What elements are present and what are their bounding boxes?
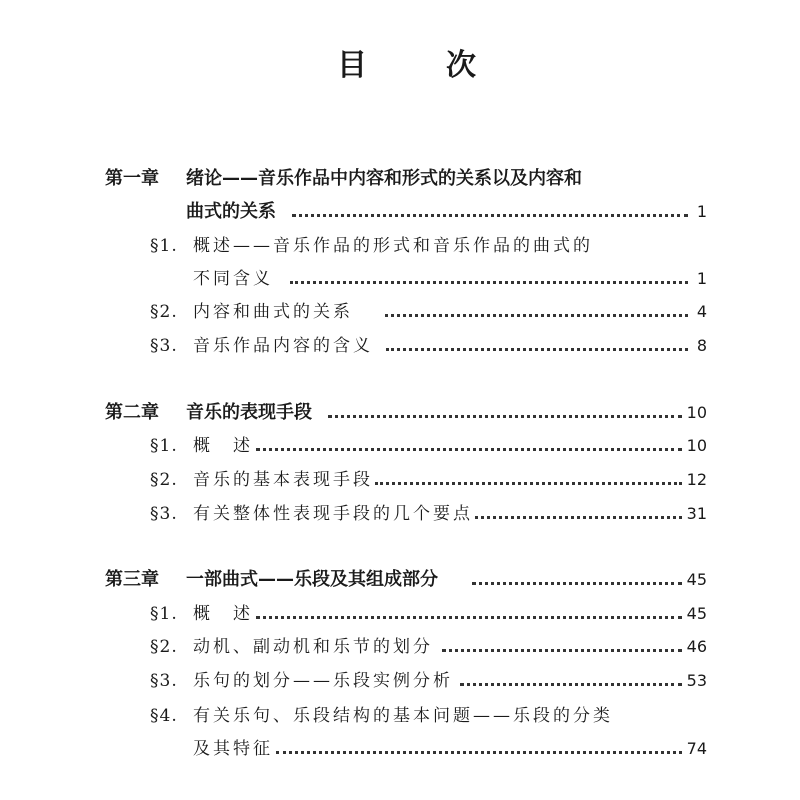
dot-leader: [328, 415, 682, 418]
toc-section-2-2[interactable]: [0, 467, 800, 493]
section-number: §2.: [150, 302, 178, 322]
chapter-title: 音乐的表现手段: [186, 402, 312, 423]
page-number: 46: [686, 637, 707, 656]
page-number: 74: [686, 739, 707, 758]
section-number: §3.: [150, 336, 178, 356]
dot-leader: [385, 314, 688, 317]
toc-section-3-1[interactable]: [0, 601, 800, 627]
dot-leader: [386, 348, 688, 351]
section-title-continued: 及其特征: [193, 739, 273, 759]
toc-section-1-3[interactable]: [0, 333, 800, 359]
page-number: 12: [686, 470, 707, 489]
dot-leader: [475, 516, 682, 519]
section-number: §3.: [150, 504, 178, 524]
section-title: 动机、副动机和乐节的划分: [193, 637, 433, 657]
chapter-number: 第三章: [105, 569, 159, 590]
page-number: 10: [686, 436, 707, 455]
dot-leader: [442, 649, 682, 652]
page-number: 4: [696, 302, 707, 321]
section-title: 有关整体性表现手段的几个要点: [193, 504, 473, 524]
dot-leader: [292, 214, 688, 217]
toc-chapter-1-line-1[interactable]: [0, 166, 800, 192]
dot-leader: [460, 683, 682, 686]
page-number: 8: [696, 336, 707, 355]
toc-section-1-1-line-2[interactable]: [0, 266, 800, 292]
section-number: §1.: [150, 436, 178, 456]
section-number: §4.: [150, 706, 178, 726]
page-title-char-2: 次: [446, 48, 476, 83]
page-number: 1: [696, 202, 707, 221]
section-title-continued: 不同含义: [193, 269, 273, 289]
page-number: 53: [686, 671, 707, 690]
section-title: 乐句的划分——乐段实例分析: [193, 671, 453, 691]
chapter-number: 第二章: [105, 402, 159, 423]
section-title: 概述——音乐作品的形式和音乐作品的曲式的: [193, 236, 593, 256]
toc-chapter-1-line-2[interactable]: [0, 199, 800, 225]
page-number: 45: [686, 570, 707, 589]
toc-chapter-3[interactable]: [0, 567, 800, 593]
dot-leader: [256, 448, 682, 451]
section-number: §3.: [150, 671, 178, 691]
section-number: §2.: [150, 637, 178, 657]
chapter-number: 第一章: [105, 168, 159, 189]
dot-leader: [375, 482, 682, 485]
toc-chapter-2[interactable]: [0, 400, 800, 426]
page-number: 1: [696, 269, 707, 288]
dot-leader: [256, 616, 682, 619]
page-number: 31: [686, 504, 707, 523]
section-title: 概 述: [193, 604, 253, 624]
section-number: §2.: [150, 470, 178, 490]
dot-leader: [472, 582, 682, 585]
chapter-title-continued: 曲式的关系: [186, 201, 276, 222]
section-number: §1.: [150, 236, 178, 256]
section-title: 内容和曲式的关系: [193, 302, 353, 322]
section-title: 音乐的基本表现手段: [193, 470, 373, 490]
toc-section-1-1-line-1[interactable]: [0, 233, 800, 259]
chapter-title: 绪论——音乐作品中内容和形式的关系以及内容和: [186, 168, 582, 189]
toc-section-3-4-line-1[interactable]: [0, 703, 800, 729]
dot-leader: [276, 751, 682, 754]
chapter-title: 一部曲式——乐段及其组成部分: [186, 569, 438, 590]
page-number: 45: [686, 604, 707, 623]
section-title: 有关乐句、乐段结构的基本问题——乐段的分类: [193, 706, 613, 726]
section-number: §1.: [150, 604, 178, 624]
dot-leader: [290, 281, 688, 284]
page-title-char-1: 目: [337, 48, 367, 83]
toc-section-2-1[interactable]: [0, 433, 800, 459]
section-title: 音乐作品内容的含义: [193, 336, 373, 356]
toc-section-3-3[interactable]: [0, 668, 800, 694]
toc-section-3-2[interactable]: [0, 634, 800, 660]
page-number: 10: [686, 403, 707, 422]
toc-section-1-2[interactable]: [0, 299, 800, 325]
section-title: 概 述: [193, 436, 253, 456]
toc-section-2-3[interactable]: [0, 501, 800, 527]
toc-section-3-4-line-2[interactable]: [0, 736, 800, 762]
